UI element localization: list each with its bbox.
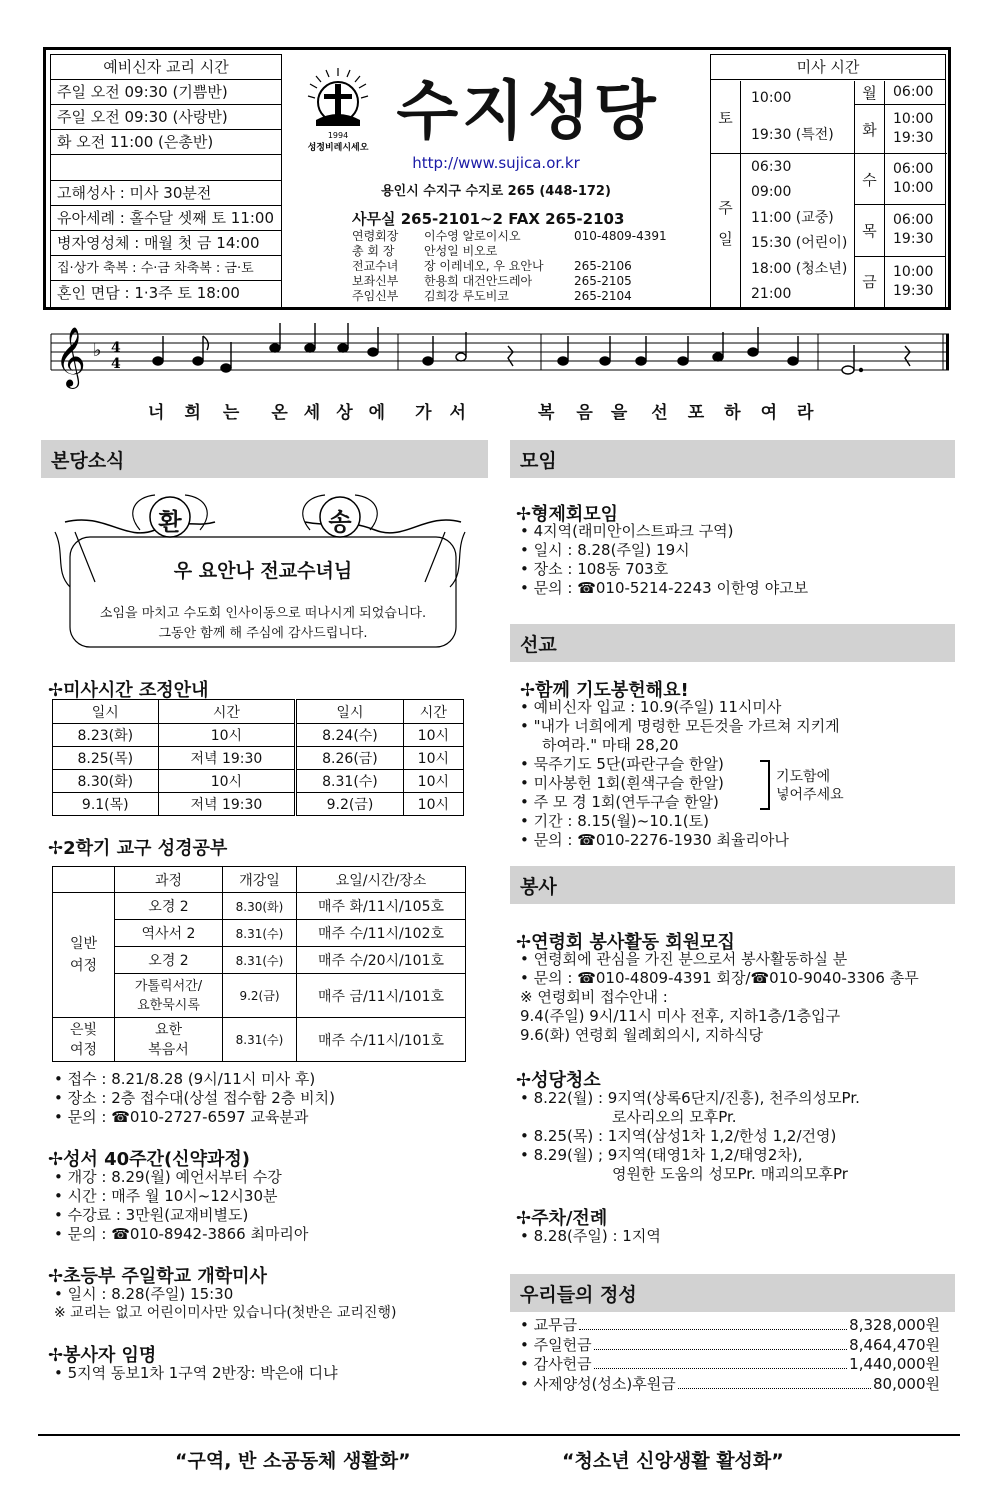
offering-row: • 감사헌금 1,440,000원: [520, 1355, 940, 1375]
list-item: • 주 모 경 1회(연두구슬 한알): [520, 793, 719, 813]
lyric-syllable: 하: [724, 403, 741, 423]
table-header: 요일/시간/장소: [297, 867, 466, 893]
lyric-syllable: 복: [537, 403, 555, 423]
catechism-box: [50, 54, 282, 308]
table-header: 시간: [158, 700, 296, 724]
list-item: • 문의 : ☎010-8942-3866 최마리아: [54, 1225, 308, 1245]
lyric-syllable: 선: [651, 403, 668, 423]
list-item: • 일시 : 8.28(주일) 15:30: [54, 1285, 233, 1305]
bible-study-table: [52, 866, 466, 1062]
footer-rule: [38, 1434, 960, 1436]
note-text: 9.6(화) 연령회 월례회의시, 지하식당: [520, 1026, 764, 1044]
church-name: 수지성당: [396, 75, 660, 149]
table-header: 시간: [403, 700, 463, 724]
farewell-name: 우 요안나 전교수녀님: [173, 560, 353, 582]
table-header-blank: [53, 867, 115, 893]
volunteer-title: ✢봉사자 임명: [48, 1345, 157, 1366]
spacer: [51, 155, 281, 181]
offering-list: [520, 1316, 940, 1394]
group-label: 일반 여정: [53, 893, 115, 1018]
catechism-title: 예비신자 교리 시간: [51, 55, 281, 80]
bible-study-title: ✢2학기 교구 성경공부: [48, 838, 228, 859]
list-item: • 문의 : ☎010-2276-1930 최율리아나: [520, 831, 789, 851]
lyric-syllable: 음: [576, 403, 593, 423]
table-row: 8.30(화) 10시 8.31(수) 10시: [53, 770, 464, 793]
section-offerings: 우리들의 정성: [510, 1274, 955, 1312]
list-item: • 장소 : 108동 703호: [520, 560, 668, 580]
footer-slogan-2: “청소년 신앙생활 활성화”: [562, 1450, 784, 1472]
bracket-mark: [760, 760, 770, 810]
contact-list: [352, 229, 692, 304]
saturday-mass: [711, 81, 947, 154]
list-item: • 문의 : ☎010-4809-4391 회장/☎010-9040-3306 총무: [520, 969, 919, 989]
saturday-times: 10:00 19:30 (특전): [741, 81, 855, 153]
table-header: 일시: [296, 700, 403, 724]
list-item: • 묵주기도 5단(파란구슬 한알): [520, 755, 724, 775]
note-text: ※ 연령회비 접수안내 :: [520, 988, 668, 1006]
church-logo: [302, 64, 374, 154]
svg-text:4: 4: [111, 356, 121, 372]
marriage-info: 혼인 면담 : 1·3주 토 18:00: [57, 284, 240, 302]
weekday-mass-mon-tue: 월 06:00 화 10:00 19:30: [855, 81, 945, 153]
lyric-syllable: 서: [449, 403, 466, 423]
note-text: ※ 교리는 없고 어린이미사만 있습니다(첫반은 교리진행): [54, 1305, 397, 1321]
list-item: • 4지역(래미안이스트파크 구역): [520, 522, 734, 542]
table-row: 오경 2 8.31(수) 매주 수/20시/101호: [53, 947, 466, 974]
sunday-mass: [711, 154, 947, 307]
lyric-syllable: 상: [336, 403, 353, 423]
confession-info: 고해성사 : 미사 30분전: [51, 181, 281, 206]
list-item: • 문의 : ☎010-5214-2243 이한영 야고보: [520, 579, 808, 599]
list-item: • "내가 너희에게 명령한 모든것을 가르쳐 지키게: [520, 717, 840, 737]
table-header: 과정: [115, 867, 223, 893]
lyric-syllable: 을: [610, 403, 628, 423]
list-item: • 미사봉헌 1회(흰색구슬 한알): [520, 774, 724, 794]
lyric-syllable: 온: [271, 403, 288, 423]
saturday-label: 토: [711, 81, 741, 153]
list-item: • 문의 : ☎010-2727-6597 교육분과: [54, 1108, 308, 1128]
sunday-school-title: ✢초등부 주일학교 개학미사: [48, 1266, 267, 1287]
section-meetings: 모임: [510, 440, 955, 478]
contact-row: 보좌신부 한용희 대건안드레아 265-2105: [352, 274, 632, 288]
farewell-message-line2: 그동안 함께 해 주심에 감사드립니다.: [158, 626, 368, 641]
cleaning-title: ✢성당청소: [516, 1070, 601, 1091]
lyric-syllable: 희: [184, 403, 201, 423]
list-item: • 시간 : 매주 월 10시~12시30분: [54, 1187, 278, 1207]
bible40-title: ✢성서 40주간(신약과정): [48, 1149, 250, 1170]
list-item-continuation: 하여라." 마태 28,20: [542, 736, 679, 754]
section-service: 봉사: [510, 866, 955, 904]
list-item: • 수강료 : 3만원(교재비별도): [54, 1206, 248, 1226]
list-item: • 8.22(월) : 9지역(상록6단지/진흥), 천주의성모Pr.: [520, 1089, 860, 1109]
lyric-syllable: 라: [797, 403, 814, 423]
logo-year: 1994: [327, 131, 349, 140]
list-item: • 일시 : 8.28(주일) 19시: [520, 541, 690, 561]
list-item: • 8.28(주일) : 1지역: [520, 1227, 661, 1247]
note-text: 9.4(주일) 9시/11시 미사 전후, 지하1층/1층입구: [520, 1007, 841, 1025]
offering-row: • 교무금 8,328,000원: [520, 1316, 940, 1336]
offering-row: • 주일헌금 8,464,470원: [520, 1336, 940, 1356]
lyric-syllable: 포: [687, 403, 705, 423]
mass-schedule-title: 미사 시간: [711, 55, 945, 80]
list-item: • 장소 : 2층 접수대(상설 접수함 2층 비치): [54, 1089, 335, 1109]
mass-schedule-box: [710, 54, 946, 308]
funeral-society-title: ✢연령회 봉사활동 회원모집: [516, 932, 735, 953]
group-label: 은빛 여정: [53, 1018, 115, 1062]
church-address: 용인시 수지구 수지로 265 (448-172): [381, 184, 611, 199]
catechism-row: 화 오전 11:00 (은총반): [51, 130, 281, 155]
lyrics-line: [148, 398, 888, 423]
contact-row: 연령회장 이수영 알로이시오 010-4809-4391: [352, 229, 667, 243]
sunday-label: 주일: [711, 154, 741, 307]
list-item: • 8.29(월) ; 9지역(태영1차 1,2/태영2차),: [520, 1146, 803, 1166]
farewell-badge-2: 송: [328, 508, 352, 536]
blessing-info: 집·상가 축복 : 수·금 차축복 : 금·토: [51, 256, 281, 281]
lyric-syllable: 세: [303, 403, 321, 423]
catechism-row: 주일 오전 09:30 (사랑반): [51, 105, 281, 130]
list-item: • 5지역 동보1차 1구역 2반장: 박은애 디냐: [54, 1364, 338, 1384]
lyric-syllable: 가: [415, 403, 432, 423]
list-item: • 기간 : 8.15(월)~10.1(토): [520, 812, 709, 832]
list-item: • 8.25(목) : 1지역(삼성1차 1,2/한성 1,2/건영): [520, 1127, 836, 1147]
svg-text:♭: ♭: [93, 340, 102, 361]
lyric-syllable: 너: [148, 403, 165, 423]
list-item: • 접수 : 8.21/8.28 (9시/11시 미사 후): [54, 1070, 315, 1090]
list-item: • 예비신자 입교 : 10.9(주일) 11시미사: [520, 698, 781, 718]
table-row: 8.25(목) 저녁 19:30 8.26(금) 10시: [53, 747, 464, 770]
svg-text:4: 4: [111, 340, 121, 356]
farewell-banner: [45, 492, 481, 652]
sick-communion-info: 병자영성체 : 매월 첫 금 14:00: [51, 231, 281, 256]
table-row: 8.23(화) 10시 8.24(수) 10시: [53, 724, 464, 747]
office-phone: 사무실 265-2101~2 FAX 265-2103: [352, 210, 625, 228]
brothers-meeting-title: ✢형제회모임: [516, 504, 619, 525]
table-row: 일반 여정 오경 2 8.30(화) 매주 화/11시/105호: [53, 893, 466, 920]
mass-change-table: [52, 699, 464, 816]
contact-row: 전교수녀 장 이레네오, 우 요안나 265-2106: [352, 259, 632, 273]
contact-row: 주임신부 김희강 루도비코 265-2104: [352, 289, 632, 303]
list-item-continuation: 영원한 도움의 성모Pr. 매괴의모후Pr: [612, 1165, 848, 1183]
lyric-syllable: 에: [368, 403, 386, 423]
section-mission: 선교: [510, 624, 955, 662]
table-row: 은빛 여정 요한 복음서 8.31(수) 매주 수/11시/101호: [53, 1018, 466, 1062]
church-url[interactable]: http://www.sujica.or.kr: [412, 154, 580, 172]
lyric-syllable: 는: [222, 403, 240, 423]
weekday-mass-wed-fri: 수 06:00 10:00 목 06:00 19:30 금 10:00 19:30: [855, 154, 945, 307]
table-header: 일시: [53, 700, 159, 724]
sunday-times: 06:30 09:00 11:00 (교중) 15:30 (어린이) 18:00 (청소년) 21:00: [741, 154, 855, 307]
farewell-message-line1: 소임을 마치고 수도회 인사이동으로 떠나시게 되었습니다.: [99, 606, 427, 621]
parking-title: ✢주차/전례: [516, 1208, 608, 1229]
table-row: 9.1(목) 저녁 19:30 9.2(금) 10시: [53, 793, 464, 816]
list-item: • 연령회에 관심을 가진 분으로서 봉사활동하실 분: [520, 950, 847, 970]
bracket-note: 기도함에: [776, 769, 831, 785]
catechism-row: 주일 오전 09:30 (기쁨반): [51, 80, 281, 105]
offering-row: • 사제양성(성소)후원금 80,000원: [520, 1375, 940, 1395]
bulletin-header: [43, 47, 951, 310]
table-header: 개강일: [223, 867, 297, 893]
table-row: 역사서 2 8.31(수) 매주 수/11시/102호: [53, 920, 466, 947]
bracket-note: 넣어주세요: [776, 787, 844, 803]
lyric-syllable: 여: [760, 403, 777, 423]
footer-slogan-1: “구역, 반 소공동체 생활화”: [175, 1450, 411, 1472]
table-row: 가톨릭서간/ 요한묵시록 9.2(금) 매주 금/11시/101호: [53, 974, 466, 1018]
svg-text:𝄞: 𝄞: [55, 327, 86, 387]
section-parish-news: 본당소식: [41, 440, 488, 478]
contact-row: 총 회 장 안성일 비오로: [352, 244, 498, 258]
logo-caption: 성정비레시세오: [307, 143, 369, 153]
farewell-badge-1: 환: [158, 508, 182, 536]
church-identity: [286, 54, 706, 308]
prayer-title: ✢함께 기도봉헌해요!: [520, 680, 689, 701]
infant-baptism-info: 유아세례 : 홀수달 셋째 토 11:00: [51, 206, 281, 231]
mass-change-title: ✢미사시간 조정안내: [48, 680, 209, 701]
list-item: • 개강 : 8.29(월) 예언서부터 수강: [54, 1168, 282, 1188]
list-item-continuation: 로사리오의 모후Pr.: [612, 1108, 737, 1126]
